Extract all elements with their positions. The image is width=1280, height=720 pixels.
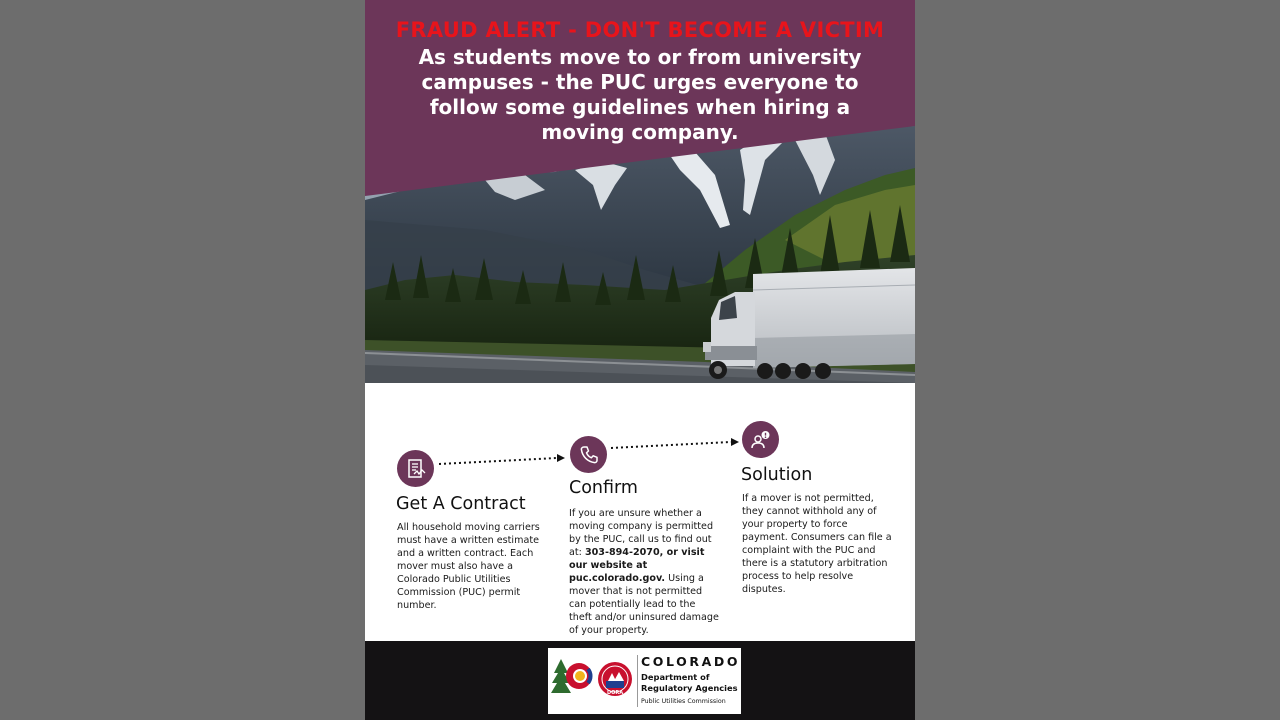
logo-divider	[637, 655, 638, 707]
contract-icon	[397, 450, 434, 487]
step-connector-arrow	[611, 434, 741, 450]
footer	[365, 641, 915, 720]
logo-state-name: COLORADO	[641, 654, 741, 669]
step-title-solution: Solution	[741, 465, 813, 485]
dora-abbrev: DORA	[606, 690, 624, 696]
confirm-intro-text: If you are unsure whether a moving company is permitted by the PUC, call us to find out at:	[569, 508, 714, 558]
phone-icon	[570, 436, 607, 473]
logo-department-name: Department of Regulatory Agencies	[641, 672, 738, 693]
dora-logo-block	[548, 648, 741, 714]
dora-seal-logo	[596, 661, 634, 697]
step-title-confirm: Confirm	[569, 478, 638, 498]
step-body-solution: If a mover is not permitted, they cannot withhold any of your property to force payment. Consumers can file a complaint with the PUC and there is a statutory arbitration process to help resolve disputes.	[742, 493, 892, 595]
hero-subtitle: As students move to or from university campuses - the PUC urges everyone to follow some guidelines when hiring a moving company.	[418, 45, 862, 144]
step-title-get-contract: Get A Contract	[396, 494, 526, 514]
fraud-alert-poster	[365, 0, 915, 720]
hero-section	[365, 0, 915, 383]
colorado-state-logo	[551, 657, 597, 695]
alert-title: FRAUD ALERT - DON'T BECOME A VICTIM	[395, 18, 885, 42]
confirm-outro-text: Using a mover that is not permitted can potentially lead to the theft and/or uninsured damage of your property.	[569, 573, 719, 636]
person-alert-icon	[742, 421, 779, 458]
logo-division-name: Public Utilities Commission	[641, 698, 726, 705]
step-body-confirm	[569, 507, 721, 637]
step-body-get-contract: All household moving carriers must have a written estimate and a written contract. Each mover must also have a Colorado Public Utilities Commission (PUC) permit number.	[397, 522, 540, 611]
step-connector-arrow	[439, 452, 567, 466]
confirm-contact-text: 303-894-2070, or visit our website at puc.colorado.gov.	[569, 547, 705, 584]
